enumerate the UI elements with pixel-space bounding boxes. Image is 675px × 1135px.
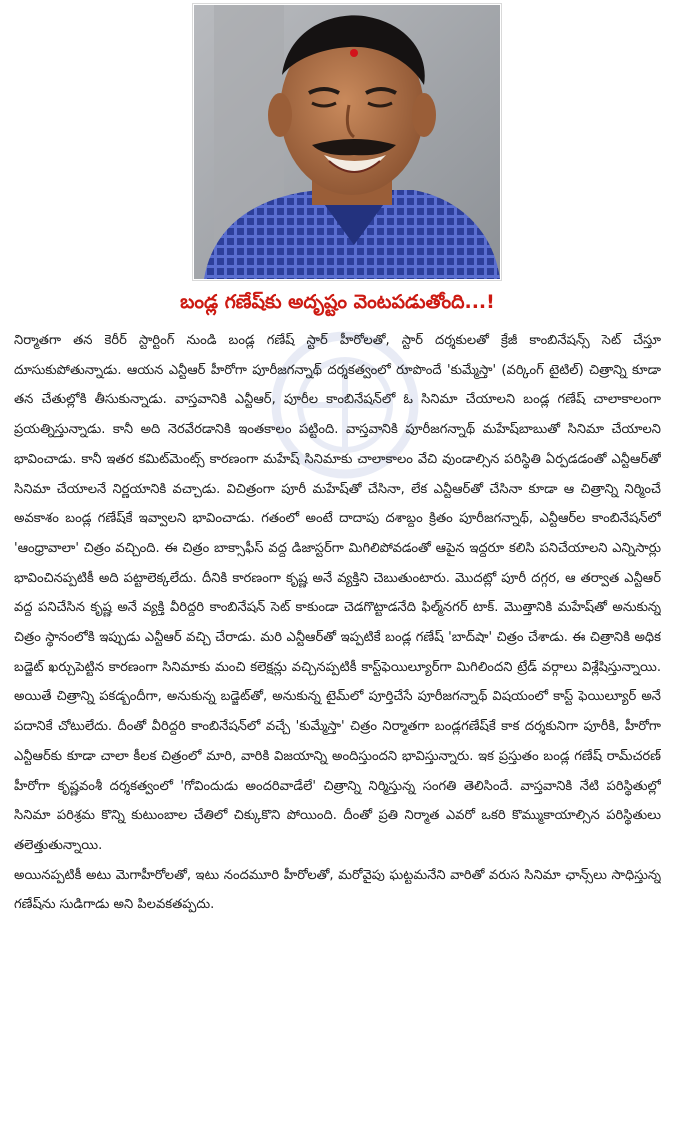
article-body — [14, 326, 661, 1126]
article-paragraph-2: అయినప్పటికీ అటు మెగాహీరోలతో, ఇటు నందమూరి హీరోలతో, మరోవైపు ఘట్టమనేని వారితో వరుస సినిమా ఛాన్స్‌లు సాధిస్తున్న గణేష్‌ను సుడిగాడు అని పిలవకతప్పదు. — [14, 867, 661, 913]
portrait-photo — [194, 5, 500, 279]
article-headline: బండ్ల గణేష్‌కు అదృష్టం వెంటపడుతోంది...! — [180, 291, 495, 313]
article-paragraph-1: నిర్మాతగా తన కెరీర్ స్టార్టింగ్ నుండి బండ్ల గణేష్ స్టార్ హీరోలతో, స్టార్ దర్శకులతో క్రేజీ కాంబినేషన్స్ సెట్ చేస్తూ దూసుకుపోతున్నాడు. ఆయన ఎన్టీఆర్ హీరోగా పూరీజగన్నాథ్ దర్శకత్వంలో రూపొందే 'కుమ్మేస్తా' (వర్కింగ్ టైటిల్) చిత్రాన్ని కూడా తన చేతుల్లోకి తీసుకున్నాడు. వాస్తవానికి ఎన్టీఆర్, పూరీల కాంబినేషన్‌లో ఓ సినిమా చేయాలని బండ్ల గణేష్ చాలాకాలంగా ప్రయత్నిస్తున్నాడు. కానీ అది నెరవేరడానికి ఇంతకాలం పట్టింది. వాస్తవానికి పూరీజగన్నాథ్ మహేష్‌బాబుతో సినిమా చేయాలని భావించాడు. కానీ ఇతర కమిట్‌మెంట్స్ కారణంగా మహేష్ సినిమాకు చాలాకాలం వేచి వుండాల్సిన పరిస్థితి ఏర్పడడంతో ఎన్టీఆర్‌తో సినిమా చేయాలనే నిర్ణయానికి వచ్చాడు. విచిత్రంగా పూరీ మహేష్‌తో చేసినా, లేక ఎన్టీఆర్‌తో చేసినా కూడా ఆ చిత్రాన్ని నిర్మించే అవకాశం బండ్ల గణేష్‌కే ఇవ్వాలని భావించాడు. గతంలో అంటే దాదాపు దశాబ్దం క్రితం పూరీజగన్నాథ్, ఎన్టీఆర్‌ల కాంబినేషన్‌లో 'ఆంధ్రావాలా' చిత్రం వచ్చింది. ఈ చిత్రం బాక్సాఫీస్ వద్ద డిజాస్టర్‌గా మిగిలిపోవడంతో ఆపైన ఇద్దరూ కలిసి పనిచేయాలని ఎన్నిసార్లు భావించినప్పటికీ అది పట్టాలెక్కలేదు. దీనికి కారణంగా కృష్ణ అనే వ్యక్తిని చెబుతుంటారు. మొదట్లో పూరీ దగ్గర, ఆ తర్వాత ఎన్టీఆర్ వద్ద పనిచేసిన కృష్ణ అనే వ్యక్తి వీరిద్దరి కాంబినేషన్ సెట్ కాకుండా చెడగొట్టాడనేది ఫిల్మ్‌నగర్ టాక్. మొత్తానికి మహేష్‌తో అనుకున్న చిత్రం స్థానంలోకి ఇప్పుడు ఎన్టీఆర్ వచ్చి చేరాడు. మరి ఎన్టీఆర్‌తో ఇప్పటికే బండ్ల గణేష్ 'బాద్‌షా' చిత్రం చేశాడు. ఈ చిత్రానికి అధిక బడ్జెట్ ఖర్చుపెట్టిన కారణంగా సినిమాకు మంచి కలెక్షన్లు వచ్చినప్పటికీ కాస్ట్‌ఫెయిల్యూర్‌గా మిగిలిందని ట్రేడ్ వర్గాలు విశ్లేషిస్తున్నాయి. అయితే చిత్రాన్ని పకడ్బందీగా, అనుకున్న బడ్జెట్‌తో, అనుకున్న టైమ్‌లో పూర్తిచేసే పూరీజగన్నాథ్ విషయంలో కాస్ట్ ఫెయిల్యూర్ అనే పదానికే చోటులేదు. దీంతో వీరిద్దరి కాంబినేషన్‌లో వచ్చే 'కుమ్మేస్తా' చిత్రం నిర్మాతగా బండ్లగణేష్‌కే కాక దర్శకునిగా పూరీకి, హీరోగా ఎన్టీఆర్‌కు కూడా చాలా కీలక చిత్రంలో మారి, వారికి విజయాన్ని అందిస్తుందని భావిస్తున్నారు. ఇక ప్రస్తుతం బండ్ల గణేష్ రామ్‌చరణ్ హీరోగా కృష్ణవంశీ దర్శకత్వంలో 'గోవిందుడు అందరివాడేలే' చిత్రాన్ని నిర్మిస్తున్న సంగతి తెలిసిందే. వాస్తవానికి నేటి పరిస్థితుల్లో సినిమా పరిశ్రమ కొన్ని కుటుంబాల చేతిలో చిక్కుకొని పోయింది. దీంతో ప్రతి నిర్మాత ఎవరో ఒకరి కొమ్ముకాయాల్సిన పరిస్థితులు తలెత్తుతున్నాయి. — [14, 333, 661, 853]
portrait-photo-frame — [192, 3, 502, 281]
